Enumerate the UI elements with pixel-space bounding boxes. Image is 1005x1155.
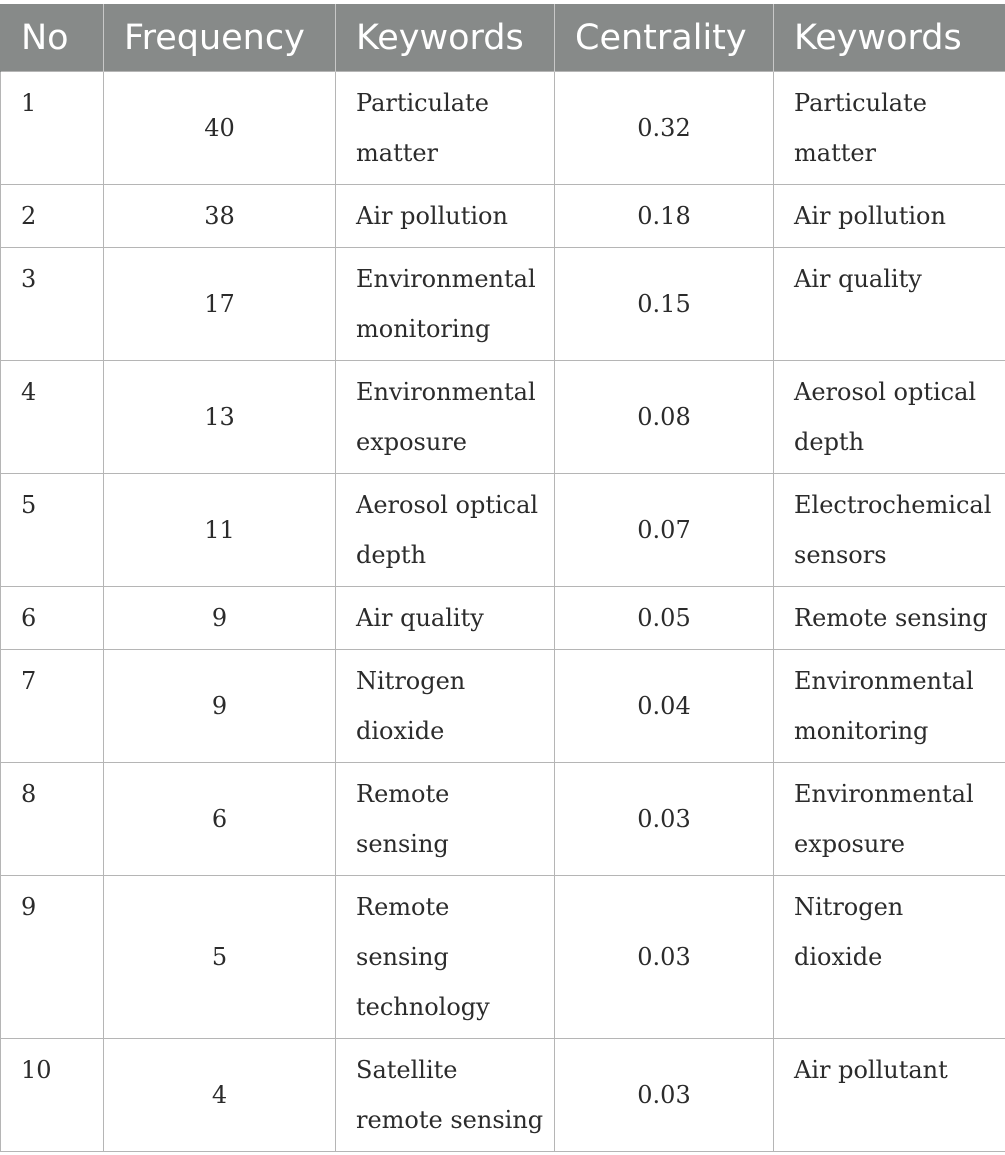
table-row [1,587,1005,650]
cell-no: 2 [1,185,104,248]
cell-keyword-centrality: Aerosol optical depth [774,361,1005,474]
cell-keyword-centrality: Electrochemical sensors [774,474,1005,587]
cell-centrality: 0.07 [555,474,774,587]
cell-keyword-centrality: Environmental exposure [774,763,1005,876]
cell-keyword-frequency: Aerosol optical depth [336,474,555,587]
cell-keyword-centrality: Air pollution [774,185,1005,248]
cell-frequency: 4 [104,1039,336,1152]
cell-frequency: 5 [104,876,336,1039]
table-row [1,763,1005,876]
cell-centrality: 0.08 [555,361,774,474]
header-keywords-frequency: Keywords [336,4,555,72]
cell-keyword-frequency: Environmental exposure [336,361,555,474]
cell-frequency: 40 [104,72,336,185]
cell-no: 1 [1,72,104,185]
header-no: No [1,4,104,72]
cell-keyword-frequency: Remote sensing technology [336,876,555,1039]
cell-no: 8 [1,763,104,876]
cell-no: 10 [1,1039,104,1152]
header-keywords-centrality: Keywords [774,4,1005,72]
cell-centrality: 0.03 [555,763,774,876]
cell-centrality: 0.05 [555,587,774,650]
cell-keyword-centrality: Air quality [774,248,1005,361]
cell-frequency: 6 [104,763,336,876]
header-row [1,4,1005,72]
cell-centrality: 0.15 [555,248,774,361]
cell-keyword-centrality: Environmental monitoring [774,650,1005,763]
cell-keyword-frequency: Nitrogen dioxide [336,650,555,763]
cell-keyword-centrality: Remote sensing [774,587,1005,650]
table-row [1,248,1005,361]
table-row [1,361,1005,474]
cell-keyword-frequency: Particulate matter [336,72,555,185]
cell-frequency: 38 [104,185,336,248]
cell-centrality: 0.32 [555,72,774,185]
cell-keyword-centrality: Air pollutant [774,1039,1005,1152]
cell-frequency: 9 [104,650,336,763]
table-row [1,1039,1005,1152]
table-row [1,474,1005,587]
table-row [1,185,1005,248]
cell-no: 9 [1,876,104,1039]
cell-keyword-centrality: Particulate matter [774,72,1005,185]
cell-centrality: 0.04 [555,650,774,763]
cell-keyword-frequency: Air pollution [336,185,555,248]
cell-no: 5 [1,474,104,587]
cell-keyword-centrality: Nitrogen dioxide [774,876,1005,1039]
keywords-table [0,4,1005,1152]
cell-frequency: 9 [104,587,336,650]
cell-frequency: 13 [104,361,336,474]
cell-centrality: 0.03 [555,876,774,1039]
table-row [1,876,1005,1039]
cell-keyword-frequency: Air quality [336,587,555,650]
header-centrality: Centrality [555,4,774,72]
table-row [1,72,1005,185]
cell-no: 3 [1,248,104,361]
cell-keyword-frequency: Environmental monitoring [336,248,555,361]
cell-keyword-frequency: Remote sensing [336,763,555,876]
cell-centrality: 0.18 [555,185,774,248]
cell-no: 6 [1,587,104,650]
cell-keyword-frequency: Satellite remote sensing [336,1039,555,1152]
header-frequency: Frequency [104,4,336,72]
cell-no: 4 [1,361,104,474]
cell-frequency: 11 [104,474,336,587]
table-row [1,650,1005,763]
cell-centrality: 0.03 [555,1039,774,1152]
cell-no: 7 [1,650,104,763]
cell-frequency: 17 [104,248,336,361]
